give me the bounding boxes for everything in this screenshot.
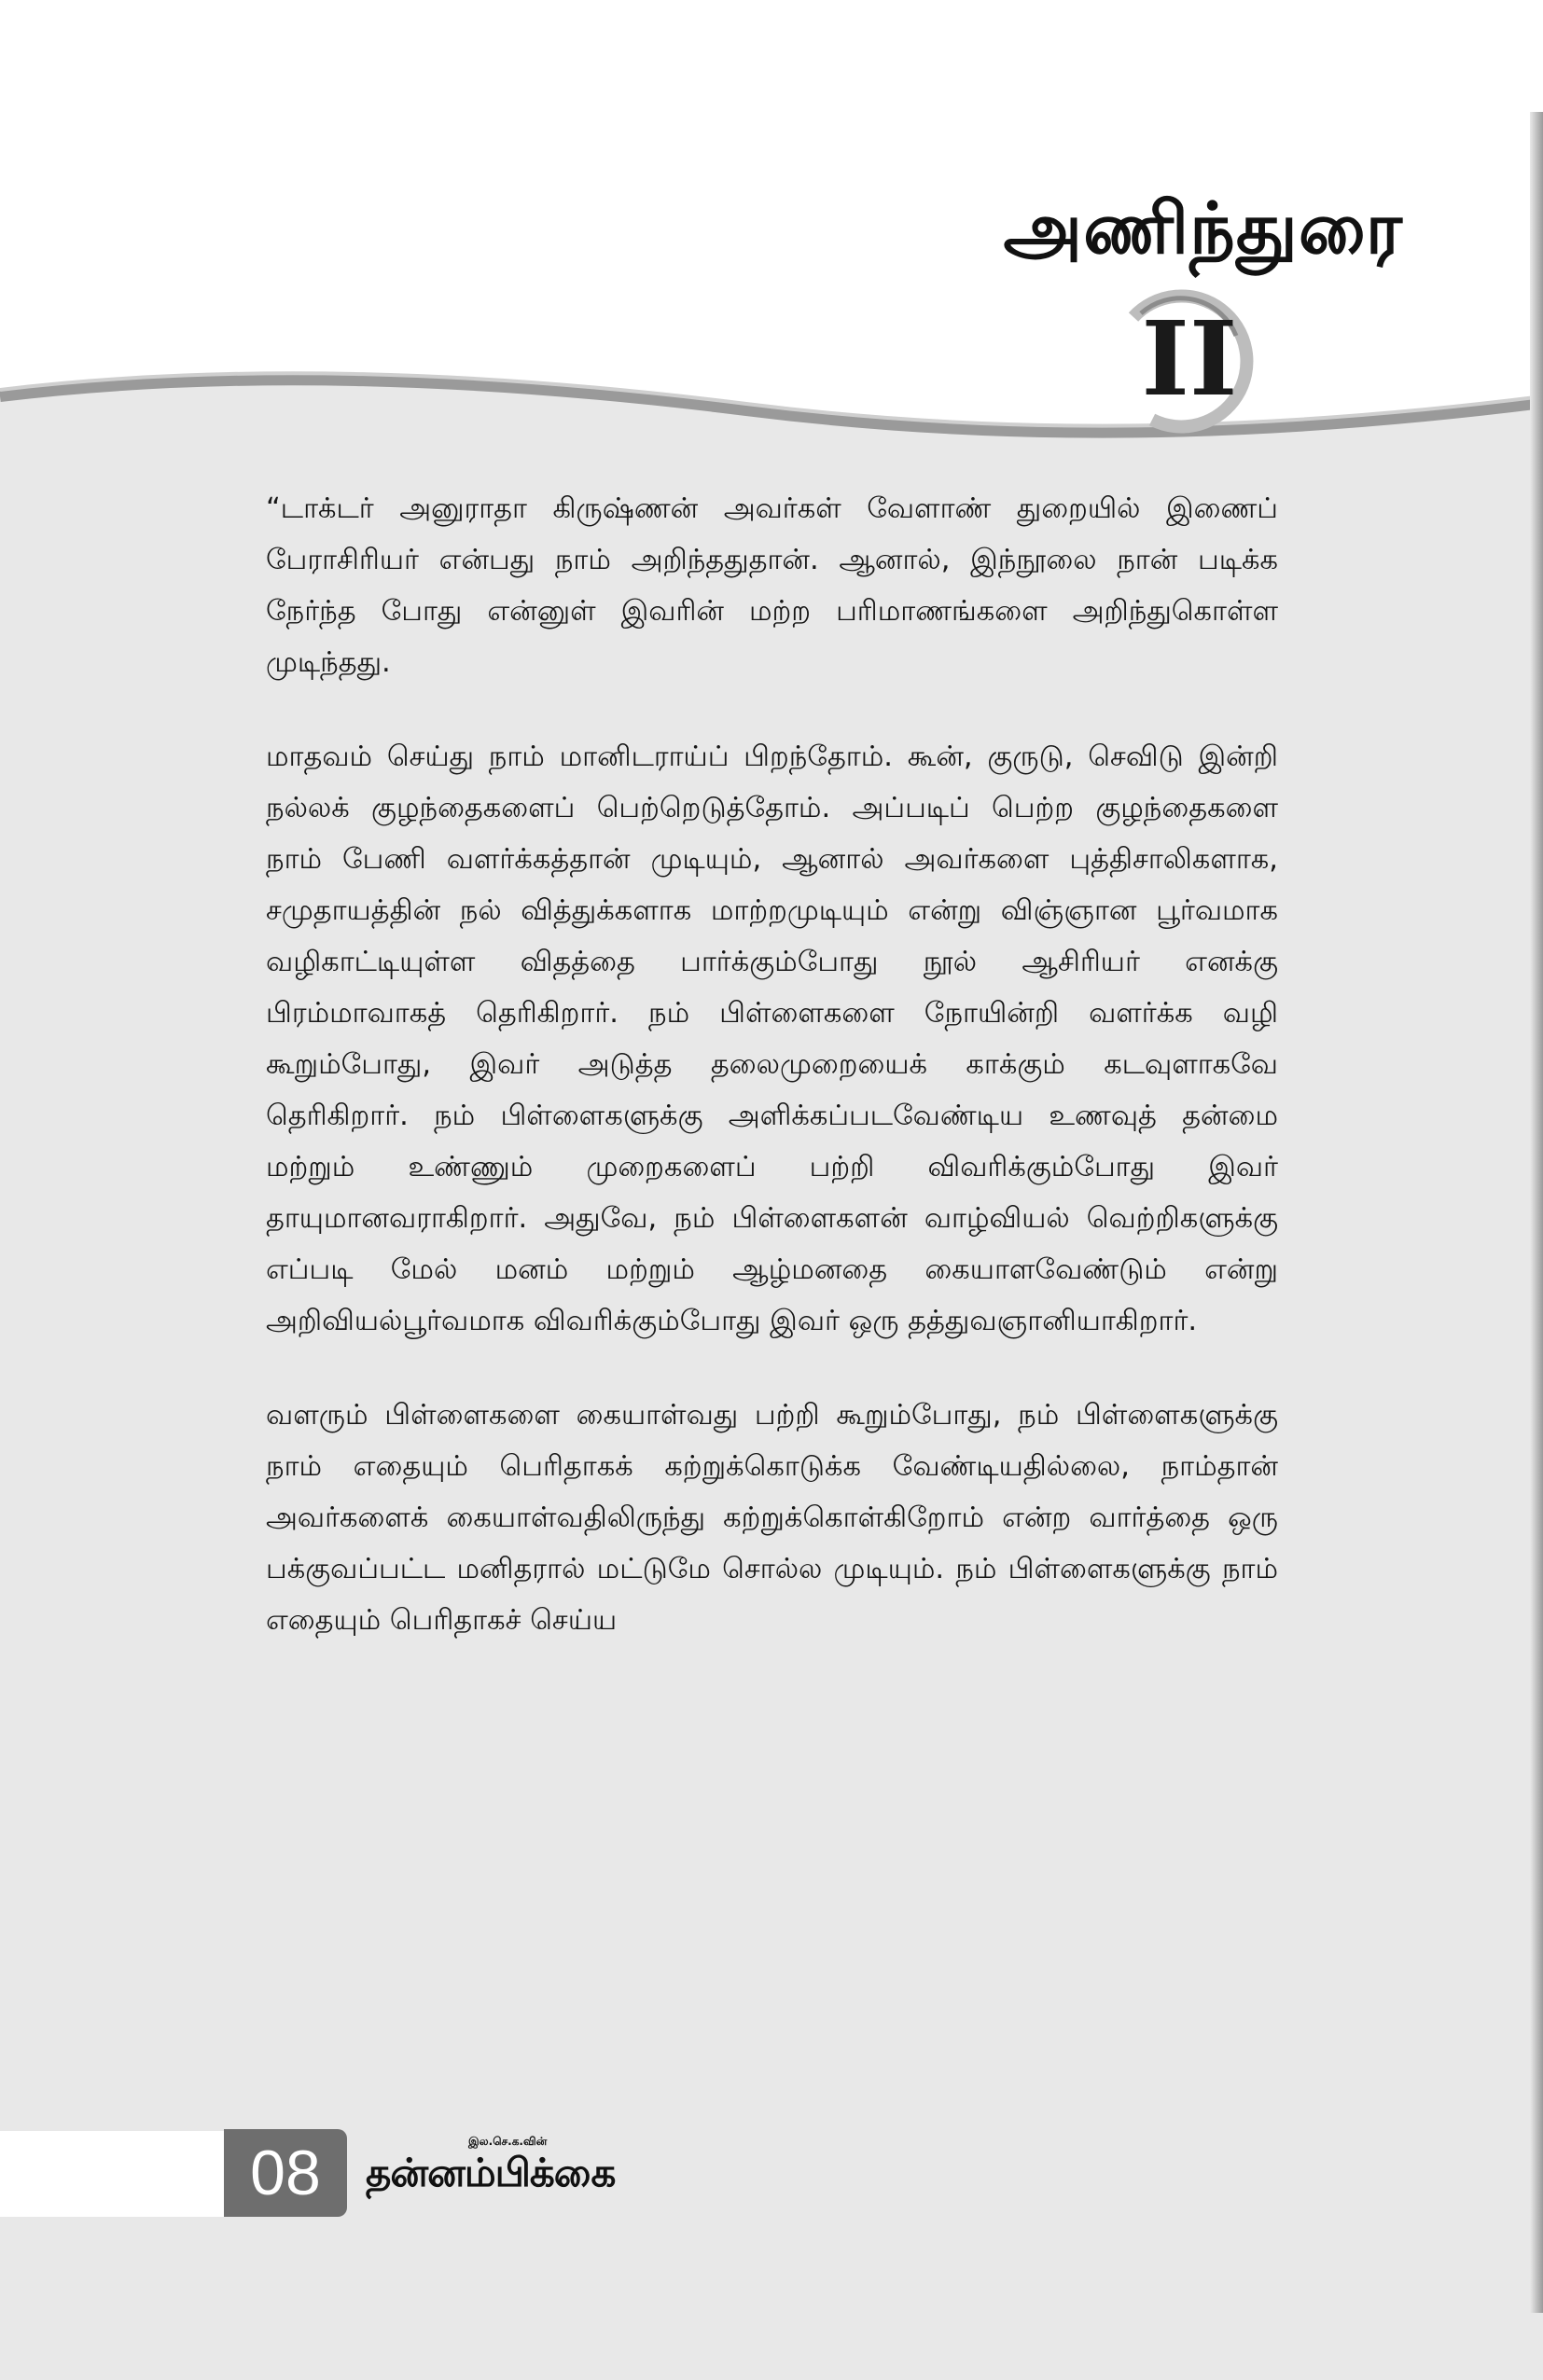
magazine-name: தன்னம்பிக்கை — [366, 2150, 616, 2195]
footer-band — [0, 2131, 224, 2217]
magazine-logo — [366, 2134, 615, 2197]
header-wave-divider — [0, 280, 1543, 466]
chapter-numeral-badge — [1096, 280, 1264, 438]
chapter-title: அணிந்துரை — [1003, 187, 1403, 270]
body-text — [266, 483, 1278, 1689]
paragraph: வளரும் பிள்ளைகளை கையாள்வது பற்றி கூறும்போது, நம் பிள்ளைகளுக்கு நாம் எதையும் பெரிதாகக் கற்றுக்கொடுக்க வேண்டியதில்லை, நாம்தான் அவர்களைக் கையாள்வதிலிருந்து கற்றுக்கொள்கிறோம் என்ற வார்த்தை ஒரு பக்குவப்பட்ட மனிதரால் மட்டுமே சொல்ல முடியும். நம் பிள்ளைகளுக்கு நாம் எதையும் பெரிதாகச் செய்ய — [266, 1399, 1278, 1637]
paragraph: மாதவம் செய்து நாம் மானிடராய்ப் பிறந்தோம். கூன், குருடு, செவிடு இன்றி நல்லக் குழந்தைகளைப் பெற்றெடுத்தோம். அப்படிப் பெற்ற குழந்தைகளை நாம் பேணி வளர்க்கத்தான் முடியும், ஆனால் அவர்களை புத்திசாலிகளாக, சமுதாயத்தின் நல் வித்துக்களாக மாற்றமுடியும் என்று விஞ்ஞான பூர்வமாக வழிகாட்டியுள்ள விதத்தை பார்க்கும்போது நூல் ஆசிரியர் எனக்கு பிரம்மாவாகத் தெரிகிறார். நம் பிள்ளைகளை நோயின்றி வளர்க்க வழி கூறும்போது, இவர் அடுத்த தலைமுறையைக் காக்கும் கடவுளாகவே தெரிகிறார். நம் பிள்ளைகளுக்கு அளிக்கப்படவேண்டிய உணவுத் தன்மை மற்றும் உண்ணும் முறைகளைப் பற்றி விவரிக்கும்போது இவர் தாயுமானவராகிறார். அதுவே, நம் பிள்ளைகளன் வாழ்வியல் வெற்றிகளுக்கு எப்படி மேல் மனம் மற்றும் ஆழ்மனதை கையாளவேண்டும் என்று அறிவியல்பூர்வமாக விவரிக்கும்போது இவர் ஒரு தத்துவஞானியாகிறார். — [266, 740, 1278, 1337]
page-number: 08 — [224, 2129, 347, 2217]
page-edge-shadow — [1530, 112, 1543, 2313]
paragraph: “டாக்டர் அனுராதா கிருஷ்ணன் அவர்கள் வேளாண் துறையில் இணைப் பேராசிரியர் என்பது நாம் அறிந்ததுதான். ஆனால், இந்நூலை நான் படிக்க நேர்ந்த போது என்னுள் இவரின் மற்ற பரிமாணங்களை அறிந்துகொள்ள முடிந்தது. — [266, 492, 1278, 679]
chapter-numeral: II — [1141, 298, 1238, 419]
magazine-tagline: இல.செ.க.வின் — [468, 2135, 548, 2148]
